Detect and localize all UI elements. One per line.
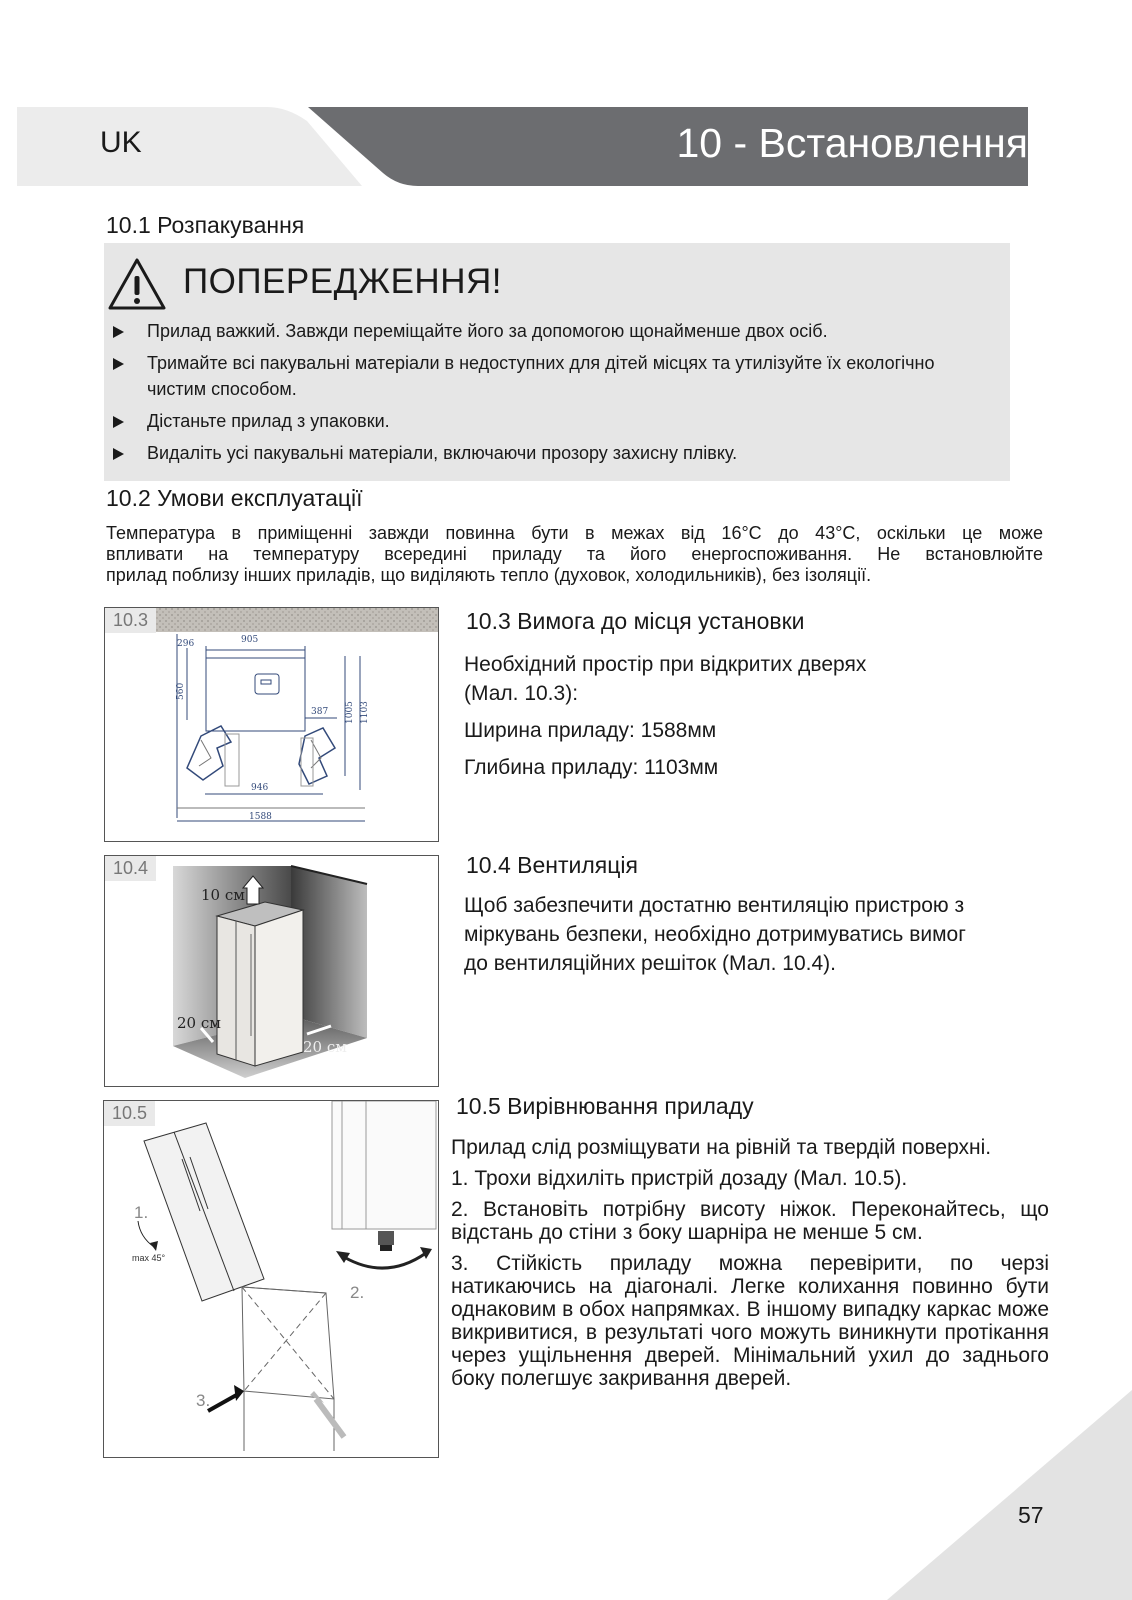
rear-clearance-label: 20 см: [303, 1038, 347, 1056]
section-10-3-line: (Мал. 10.3):: [464, 682, 579, 705]
levelling-diagram: [104, 1101, 438, 1457]
page-corner-triangle: [887, 1390, 1132, 1600]
warning-bullet-list: [113, 318, 993, 472]
ventilation-diagram: [105, 856, 438, 1086]
operating-conditions-line: впливати на температуру всередині приладу та його енергоспоживання. Не встановлюйте: [106, 544, 1043, 564]
warning-icon: [106, 256, 168, 312]
levelling-step-1: 1. Трохи відхиліть пристрій дозаду (Мал. 10.5).: [451, 1167, 908, 1190]
dim-1588-label: 1588: [249, 812, 272, 822]
top-clearance-label: 10 см: [201, 886, 245, 904]
chapter-title: 10 - Встановлення: [676, 120, 1028, 166]
appliance-depth: Глибина приладу: 1103мм: [464, 756, 719, 779]
page-number: 57: [1018, 1502, 1044, 1528]
section-10-5-text: [451, 1136, 1049, 1390]
section-10-1-heading: 10.1 Розпакування: [106, 212, 305, 238]
language-label: UK: [100, 126, 142, 159]
section-10-3-heading: 10.3 Вимога до місця установки: [466, 608, 805, 634]
step-1-marker: 1.: [134, 1203, 149, 1222]
bullet-arrow-icon: [113, 358, 124, 370]
side-clearance-label: 20 см: [177, 1014, 221, 1032]
figure-10-4-label: 10.4: [105, 856, 156, 881]
section-10-4-line: Щоб забезпечити достатню вентиляцію пристрою з: [464, 894, 965, 917]
figure-10-4: [104, 855, 439, 1087]
section-10-4-line: до вентиляційних решіток (Мал. 10.4).: [464, 952, 837, 975]
dim-1005-label: 1005: [345, 701, 355, 724]
section-10-4-heading: 10.4 Вентиляція: [466, 852, 638, 878]
warning-bullet: Видаліть усі пакувальні матеріали, включаючи прозору захисну плівку.: [113, 440, 993, 466]
section-10-5-heading: 10.5 Вирівнювання приладу: [456, 1093, 754, 1119]
section-10-4-text: [464, 891, 966, 978]
figure-10-5: [103, 1100, 439, 1458]
operating-conditions-line: Температура в приміщенні завжди повинна бути в межах від 16°C до 43°C, оскільки це може: [106, 523, 1043, 543]
dim-905-label: 905: [241, 635, 259, 645]
tilt-angle-label: max 45°: [132, 1253, 166, 1263]
warning-bullet: Тримайте всі пакувальні матеріали в недоступних для дітей місцях та утилізуйте їх екологічно чистим способом.: [113, 350, 993, 402]
warning-bullet: Прилад важкий. Завжди переміщайте його за допомогою щонайменше двох осіб.: [113, 318, 993, 344]
levelling-step-3: 3. Стійкість приладу можна перевірити, по черзі натикаючись на діагоналі. Легке колихання повинно бути однаковим в обох напрямках. В іншому випадку каркас може викривитися, в результаті чого можуть виникнути протікання через ущільнення дверей. Мінімальний ухил до заднього боку полегшує закривання дверей.: [451, 1252, 1049, 1390]
figure-10-3: [104, 607, 439, 842]
section-10-2-heading: 10.2 Умови експлуатації: [106, 485, 363, 511]
step-3-marker: 3.: [196, 1391, 211, 1410]
dim-1103-label: 1103: [360, 701, 370, 724]
dim-296-label: 296: [177, 639, 195, 649]
bullet-arrow-icon: [113, 448, 124, 460]
dim-387-label: 387: [311, 707, 329, 717]
figure-10-5-label: 10.5: [104, 1101, 155, 1126]
figure-10-3-label: 10.3: [105, 608, 156, 633]
dim-560-label: 560: [176, 682, 186, 700]
operating-conditions-line: прилад поблизу інших приладів, що виділяють тепло (духовок, холодильників), без ізоляції.: [106, 565, 872, 585]
appliance-width: Ширина приладу: 1588мм: [464, 719, 717, 742]
bullet-arrow-icon: [113, 416, 124, 428]
dim-946-label: 946: [251, 783, 269, 793]
operating-conditions-paragraph: [106, 523, 1043, 586]
levelling-step-2: 2. Встановіть потрібну висоту ніжок. Переконайтесь, що відстань до стіни з боку шарніра не менше 5 см.: [451, 1198, 1049, 1244]
section-10-3-text: [464, 650, 866, 782]
step-2-marker: 2.: [350, 1283, 365, 1302]
clearance-plan-diagram: [105, 608, 438, 841]
warning-title: ПОПЕРЕДЖЕННЯ!: [183, 262, 502, 301]
section-10-4-line: міркувань безпеки, необхідно дотримуватись вимог: [464, 923, 966, 946]
section-10-3-line: Необхідний простір при відкритих дверях: [464, 653, 867, 676]
levelling-intro: Прилад слід розміщувати на рівній та твердій поверхні.: [451, 1136, 992, 1159]
bullet-arrow-icon: [113, 326, 124, 338]
warning-bullet: Дістаньте прилад з упаковки.: [113, 408, 993, 434]
